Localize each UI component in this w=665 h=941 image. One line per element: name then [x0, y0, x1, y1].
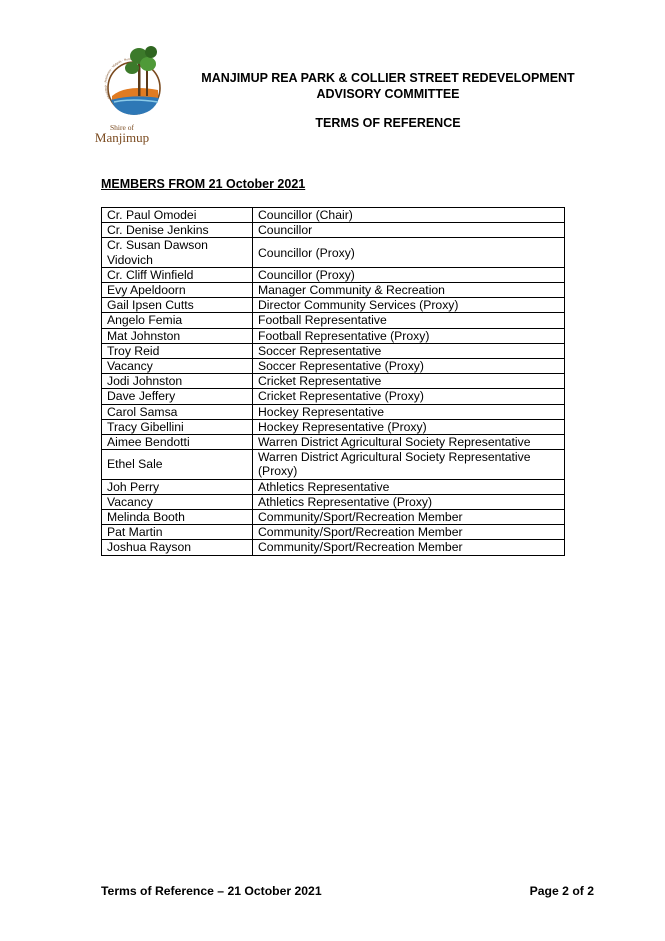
members-section-title: MEMBERS FROM 21 October 2021 — [101, 177, 306, 191]
member-name: Joshua Rayson — [102, 540, 253, 555]
member-name: Joh Perry — [102, 479, 253, 494]
table-row — [102, 238, 565, 267]
member-role: Warren District Agricultural Society Representative (Proxy) — [253, 450, 565, 479]
member-name: Troy Reid — [102, 343, 253, 358]
member-role: Cricket Representative — [253, 374, 565, 389]
member-name: Vacancy — [102, 359, 253, 374]
table-row — [102, 343, 565, 358]
member-name: Mat Johnston — [102, 328, 253, 343]
member-name: Tracy Gibellini — [102, 419, 253, 434]
member-name: Melinda Booth — [102, 510, 253, 525]
member-role: Cricket Representative (Proxy) — [253, 389, 565, 404]
member-role: Hockey Representative — [253, 404, 565, 419]
member-name: Gail Ipsen Cutts — [102, 298, 253, 313]
member-name: Cr. Denise Jenkins — [102, 223, 253, 238]
table-row — [102, 223, 565, 238]
member-role: Community/Sport/Recreation Member — [253, 540, 565, 555]
member-name: Aimee Bendotti — [102, 435, 253, 450]
member-role: Soccer Representative — [253, 343, 565, 358]
table-row — [102, 419, 565, 434]
document-title-line-2: ADVISORY COMMITTEE — [316, 87, 460, 101]
member-name: Carol Samsa — [102, 404, 253, 419]
document-title-line-1: MANJIMUP REA PARK & COLLIER STREET REDEVELOPMENT — [201, 71, 575, 85]
table-row — [102, 283, 565, 298]
footer-left: Terms of Reference – 21 October 2021 — [101, 884, 322, 898]
table-row — [102, 435, 565, 450]
member-name: Ethel Sale — [102, 450, 253, 479]
member-role: Hockey Representative (Proxy) — [253, 419, 565, 434]
member-role: Councillor (Chair) — [253, 208, 565, 223]
member-role: Community/Sport/Recreation Member — [253, 510, 565, 525]
member-role: Athletics Representative — [253, 479, 565, 494]
member-role: Community/Sport/Recreation Member — [253, 525, 565, 540]
member-role: Warren District Agricultural Society Representative — [253, 435, 565, 450]
member-name: Cr. Paul Omodei — [102, 208, 253, 223]
logo-water — [111, 96, 159, 115]
member-name: Angelo Femia — [102, 313, 253, 328]
table-row — [102, 208, 565, 223]
footer-page-number: Page 2 of 2 — [529, 884, 594, 898]
table-row — [102, 298, 565, 313]
table-row — [102, 267, 565, 282]
table-row — [102, 450, 565, 479]
member-role: Councillor (Proxy) — [253, 267, 565, 282]
shire-of-manjimup-logo — [88, 38, 174, 148]
member-role: Councillor (Proxy) — [253, 238, 565, 267]
member-name: Evy Apeldoorn — [102, 283, 253, 298]
logo-text-top: Shire of — [110, 123, 134, 132]
table-row — [102, 404, 565, 419]
table-row — [102, 510, 565, 525]
member-role: Soccer Representative (Proxy) — [253, 359, 565, 374]
logo-ring-text: Manjimup · Pemberton · Walpole · Nort — [103, 57, 131, 100]
member-name: Cr. Cliff Winfield — [102, 267, 253, 282]
table-row — [102, 540, 565, 555]
member-name: Dave Jeffery — [102, 389, 253, 404]
table-row — [102, 389, 565, 404]
table-row — [102, 359, 565, 374]
table-row — [102, 313, 565, 328]
member-name: Vacancy — [102, 494, 253, 509]
logo-text-main: Manjimup — [94, 130, 150, 145]
member-name: Jodi Johnston — [102, 374, 253, 389]
member-name: Cr. Susan Dawson Vidovich — [102, 238, 253, 267]
table-row — [102, 328, 565, 343]
member-role: Councillor — [253, 223, 565, 238]
member-role: Director Community Services (Proxy) — [253, 298, 565, 313]
document-subtitle: TERMS OF REFERENCE — [315, 116, 461, 130]
table-row — [102, 525, 565, 540]
table-row — [102, 374, 565, 389]
member-role: Athletics Representative (Proxy) — [253, 494, 565, 509]
members-table — [101, 207, 565, 556]
table-row — [102, 494, 565, 509]
member-name: Pat Martin — [102, 525, 253, 540]
member-role: Football Representative (Proxy) — [253, 328, 565, 343]
table-row — [102, 479, 565, 494]
member-role: Manager Community & Recreation — [253, 283, 565, 298]
member-role: Football Representative — [253, 313, 565, 328]
